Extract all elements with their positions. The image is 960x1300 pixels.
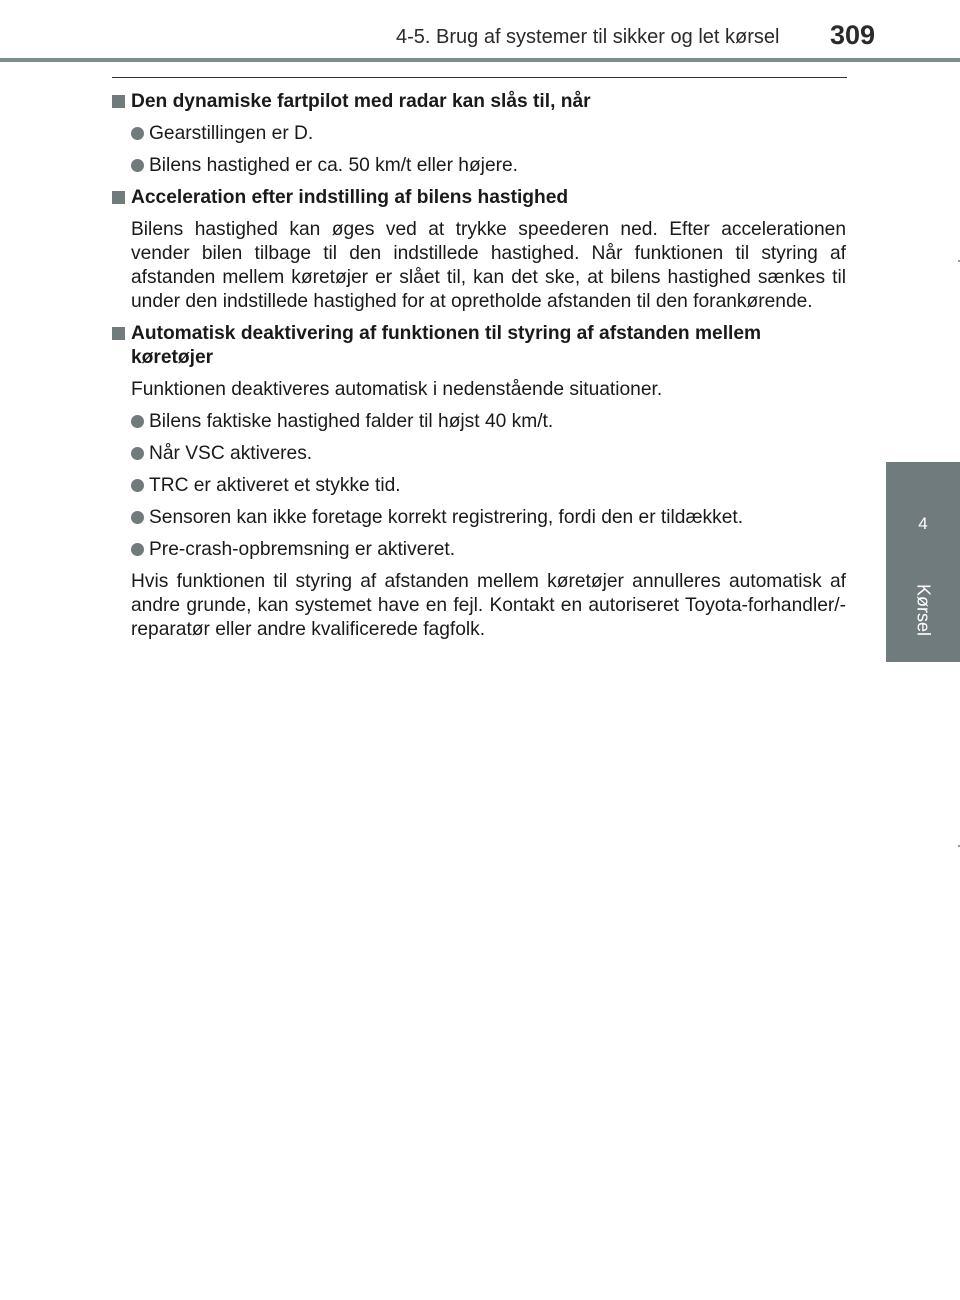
list-item-text: Gearstillingen er D.: [149, 123, 314, 144]
paragraph: Bilens hastighed kan øges ved at trykke speederen ned. Efter accelerationen vender bilen tilbage til den indstillede hastighed. Når funktionen til styring af afstanden mellem køretøjer er slået til, kan det ske, at bilens hastighed sænkes til under den indstillede hastighed for at opretholde afstanden til den forankørende.: [131, 219, 846, 312]
list-item-text: Bilens hastighed er ca. 50 km/t eller højere.: [149, 155, 519, 176]
list-item: [112, 538, 846, 562]
list-item: [112, 154, 846, 178]
circle-bullet-icon: [131, 447, 144, 460]
square-bullet-icon: [112, 95, 125, 108]
content-rule: [112, 77, 847, 78]
chapter-number: 4: [918, 514, 928, 533]
list-item-text: Pre-crash-opbremsning er aktiveret.: [149, 539, 456, 560]
circle-bullet-icon: [131, 415, 144, 428]
circle-bullet-icon: [131, 479, 144, 492]
list-item: [112, 410, 846, 434]
chapter-tab: [886, 462, 960, 662]
section-heading-text: Den dynamiske fartpilot med radar kan slås til, når: [131, 91, 591, 112]
circle-bullet-icon: [131, 159, 144, 172]
section-heading: [112, 322, 846, 370]
section-title: 4-5. Brug af systemer til sikker og let kørsel: [396, 26, 780, 48]
paragraph: Funktionen deaktiveres automatisk i nedenstående situationer.: [131, 379, 663, 400]
section-heading: [112, 186, 846, 210]
section-heading: [112, 90, 846, 114]
list-item: [112, 122, 846, 146]
square-bullet-icon: [112, 327, 125, 340]
square-bullet-icon: [112, 191, 125, 204]
chapter-label: Kørsel: [913, 583, 934, 637]
header-rule: [0, 58, 960, 62]
list-item: [112, 442, 846, 466]
list-item-text: Sensoren kan ikke foretage korrekt registrering, fordi den er tildækket.: [149, 507, 744, 528]
page-content: [112, 90, 846, 650]
list-item-text: Bilens faktiske hastighed falder til højst 40 km/t.: [149, 411, 554, 432]
list-item-text: TRC er aktiveret et stykke tid.: [149, 475, 401, 496]
circle-bullet-icon: [131, 511, 144, 524]
paragraph: Hvis funktionen til styring af afstanden mellem køretøjer annulleres automatisk af andre grunde, kan systemet have en fejl. Kontakt en autoriseret Toyota-forhandler/-reparatør eller andre kvalificerede fagfolk.: [131, 571, 846, 640]
list-item: [112, 474, 846, 498]
circle-bullet-icon: [131, 127, 144, 140]
page-number: 309: [830, 20, 876, 50]
section-heading-text: Automatisk deaktivering af funktionen til styring af afstanden mellem køretøjer: [131, 323, 762, 368]
section-heading-text: Acceleration efter indstilling af bilens hastighed: [131, 187, 569, 208]
list-item: [112, 506, 846, 530]
list-item-text: Når VSC aktiveres.: [149, 443, 313, 464]
circle-bullet-icon: [131, 543, 144, 556]
